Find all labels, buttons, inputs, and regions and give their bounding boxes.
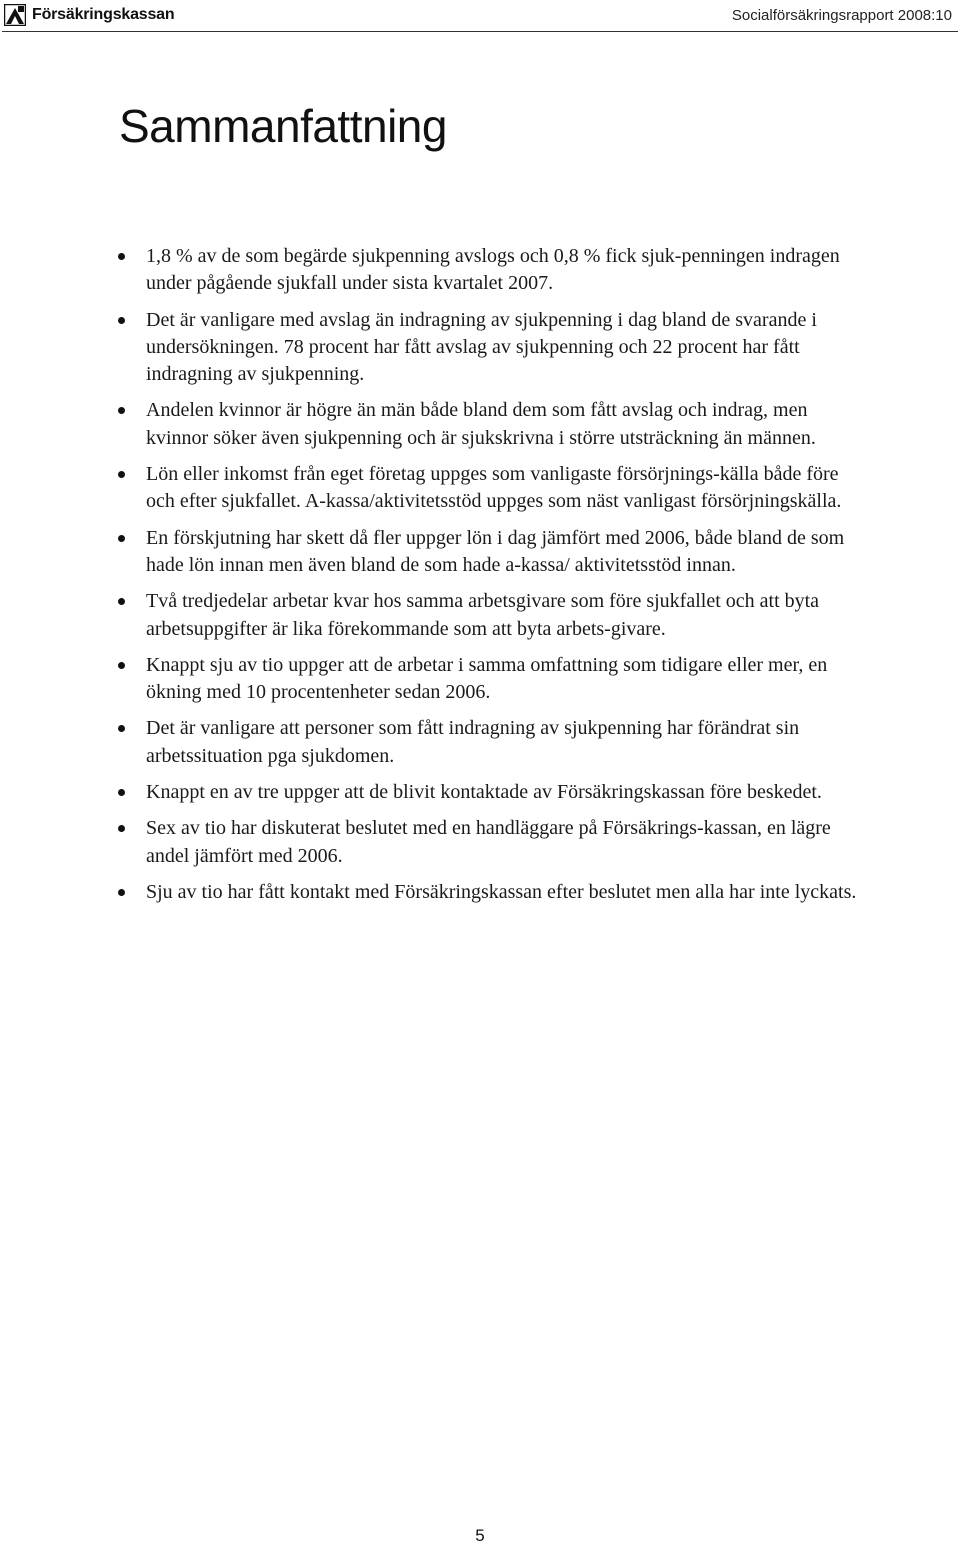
forsakringskassan-logo-icon <box>4 4 26 26</box>
bullet-icon <box>118 598 125 605</box>
list-item <box>0 815 960 870</box>
list-item-text: Knappt sju av tio uppger att de arbetar i samma omfattning som tidigare eller mer, en ökning med 10 procentenheter sedan 2006. <box>146 653 828 704</box>
list-item-text: Andelen kvinnor är högre än män både bland dem som fått avslag och indrag, men kvinnor söker även sjukpenning och är sjukskrivna i större utsträckning än männen. <box>146 399 816 449</box>
summary-list <box>0 243 960 915</box>
list-item-text: Knappt en av tre uppger att de blivit kontaktade av Försäkringskassan före beskedet. <box>146 781 822 804</box>
list-item-text: En förskjutning har skett då fler uppger lön i dag jämfört med 2006, både bland de som hade lön innan men även bland de som hade a-kassa/ aktivitetsstöd innan. <box>146 526 845 576</box>
list-item <box>0 397 960 452</box>
report-id: Socialförsäkringsrapport 2008:10 <box>731 7 952 24</box>
list-item <box>0 879 960 906</box>
list-item-text: Två tredjedelar arbetar kvar hos samma arbetsgivare som före sjukfallet och att byta arbetsuppgifter är lika förekommande som att byta arbets-givare. <box>146 590 820 640</box>
bullet-icon <box>118 725 125 732</box>
list-item-text: Lön eller inkomst från eget företag uppges som vanligaste försörjnings-källa både före och efter sjukfallet. A-kassa/aktivitetsstöd uppges som näst vanligast försörjningskälla. <box>146 463 842 513</box>
list-item <box>0 588 960 643</box>
list-item <box>0 652 960 707</box>
list-item-text: Det är vanligare med avslag än indragning av sjukpenning i dag bland de svarande i undersökningen. 78 procent har fått avslag av sjukpenning och 22 procent har fått indragning av sjukpenning. <box>146 308 817 386</box>
page-number: 5 <box>475 1526 485 1545</box>
list-item <box>0 307 960 389</box>
header-divider <box>2 31 958 32</box>
bullet-icon <box>118 889 125 896</box>
bullet-icon <box>118 407 125 414</box>
list-item <box>0 461 960 516</box>
list-item-text: Sju av tio har fått kontakt med Försäkringskassan efter beslutet men alla har inte lyckats. <box>146 880 857 903</box>
bullet-icon <box>118 825 125 832</box>
page-title: Sammanfattning <box>119 100 447 152</box>
list-item-text: 1,8 % av de som begärde sjukpenning avslogs och 0,8 % fick sjuk-penningen indragen under pågående sjukfall under sista kvartalet 2007. <box>146 245 840 295</box>
logo-text: Försäkringskassan <box>32 6 175 23</box>
page-header <box>0 0 960 32</box>
bullet-icon <box>118 535 125 542</box>
list-item <box>0 243 960 298</box>
list-item <box>0 715 960 770</box>
bullet-icon <box>118 789 125 796</box>
list-item-text: Det är vanligare att personer som fått indragning av sjukpenning har förändrat sin arbetssituation pga sjukdomen. <box>146 717 800 767</box>
bullet-icon <box>118 662 125 669</box>
bullet-icon <box>118 253 125 260</box>
bullet-icon <box>118 317 125 324</box>
list-item <box>0 779 960 806</box>
list-item <box>0 525 960 580</box>
bullet-icon <box>118 471 125 478</box>
logo <box>4 4 174 26</box>
list-item-text: Sex av tio har diskuterat beslutet med en handläggare på Försäkrings-kassan, en lägre andel jämfört med 2006. <box>146 817 831 867</box>
